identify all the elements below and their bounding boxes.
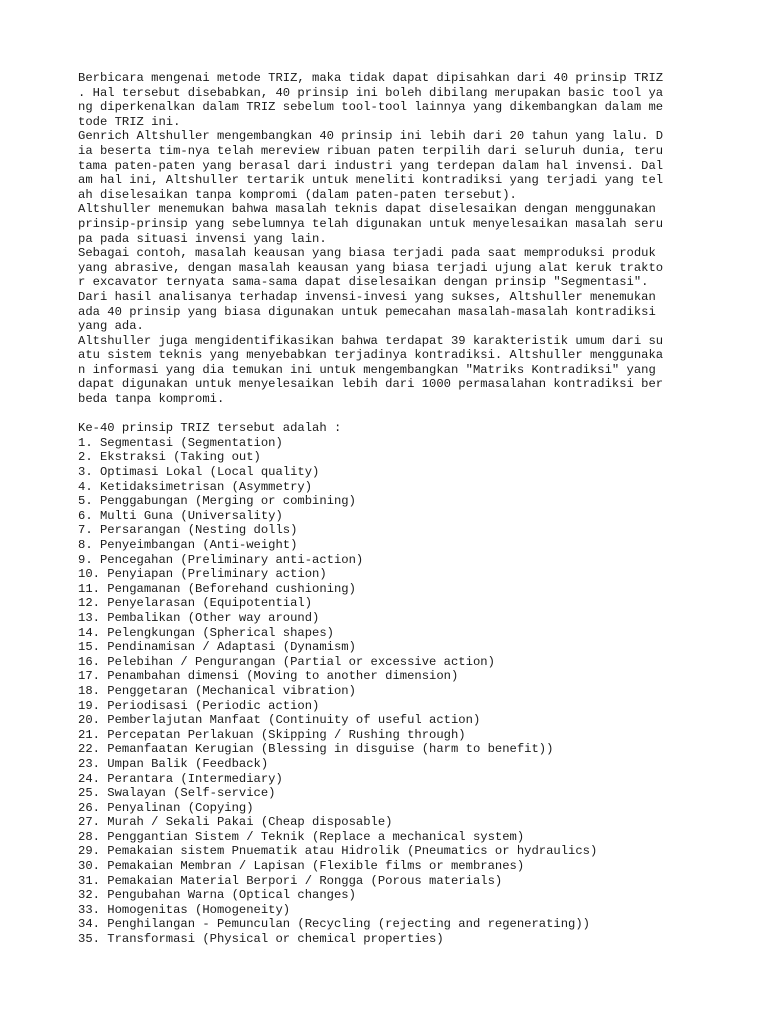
intro-paragraph-1	[78, 71, 728, 129]
list-item: 3. Optimasi Lokal (Local quality)	[78, 465, 320, 480]
list-item: 12. Penyelarasan (Equipotential)	[78, 596, 313, 611]
list-item: 11. Pengamanan (Beforehand cushioning)	[78, 581, 356, 596]
list-item: 1. Segmentasi (Segmentation)	[78, 435, 283, 450]
text-line: am hal ini, Altshuller tertarik untuk meneliti kontradiksi yang terjadi yang tel	[78, 173, 664, 188]
text-line: r excavator ternyata sama-sama dapat diselesaikan dengan prinsip "Segmentasi".	[78, 275, 649, 290]
text-line: n informasi yang dia temukan ini untuk mengembangkan "Matriks Kontradiksi" yang	[78, 362, 656, 377]
text-line: ng diperkenalkan dalam TRIZ sebelum tool-tool lainnya yang dikembangkan dalam me	[78, 100, 664, 115]
text-line: dapat digunakan untuk menyelesaikan lebih dari 1000 permasalahan kontradiksi ber	[78, 377, 664, 392]
list-item: 26. Penyalinan (Copying)	[78, 800, 254, 815]
text-line: . Hal tersebut disebabkan, 40 prinsip ini boleh dibilang merupakan basic tool ya	[78, 85, 664, 100]
list-item: 7. Persarangan (Nesting dolls)	[78, 523, 298, 538]
list-item: 20. Pemberlajutan Manfaat (Continuity of useful action)	[78, 713, 481, 728]
list-item: 13. Pembalikan (Other way around)	[78, 610, 320, 625]
list-item: 19. Periodisasi (Periodic action)	[78, 698, 320, 713]
list-item: 4. Ketidaksimetrisan (Asymmetry)	[78, 479, 313, 494]
text-line: tode TRIZ ini.	[78, 114, 181, 129]
list-item: 32. Pengubahan Warna (Optical changes)	[78, 888, 356, 903]
intro-paragraph-5	[78, 290, 728, 334]
list-item: 24. Perantara (Intermediary)	[78, 771, 283, 786]
text-line: prinsip-prinsip yang sebelumnya telah digunakan untuk menyelesaikan masalah seru	[78, 216, 664, 231]
list-item: 10. Penyiapan (Preliminary action)	[78, 567, 327, 582]
intro-paragraph-4	[78, 246, 728, 290]
text-line: Sebagai contoh, masalah keausan yang biasa terjadi pada saat memproduksi produk	[78, 246, 656, 261]
list-item: 14. Pelengkungan (Spherical shapes)	[78, 625, 334, 640]
list-heading: Ke-40 prinsip TRIZ tersebut adalah :	[78, 421, 342, 436]
text-line: pa pada situasi invensi yang lain.	[78, 231, 327, 246]
list-item: 18. Penggetaran (Mechanical vibration)	[78, 683, 356, 698]
text-line: Dari hasil analisanya terhadap invensi-invesi yang sukses, Altshuller menemukan	[78, 289, 656, 304]
list-item: 21. Percepatan Perlakuan (Skipping / Rushing through)	[78, 727, 466, 742]
text-line: tama paten-paten yang berasal dari industri yang terdepan dalam hal invensi. Dal	[78, 158, 664, 173]
text-line: yang abrasive, dengan masalah keausan yang biasa terjadi ujung alat keruk trakto	[78, 260, 664, 275]
list-item: 23. Umpan Balik (Feedback)	[78, 756, 269, 771]
list-item: 15. Pendinamisan / Adaptasi (Dynamism)	[78, 640, 356, 655]
list-item: 31. Pemakaian Material Berpori / Rongga (Porous materials)	[78, 873, 503, 888]
text-line: ada 40 prinsip yang biasa digunakan untuk pemecahan masalah-masalah kontradiksi	[78, 304, 656, 319]
blank-line	[78, 407, 728, 422]
text-line: beda tanpa kompromi.	[78, 392, 225, 407]
list-item: 28. Penggantian Sistem / Teknik (Replace a mechanical system)	[78, 829, 525, 844]
text-line: yang ada.	[78, 319, 144, 334]
list-item: 27. Murah / Sekali Pakai (Cheap disposable)	[78, 815, 393, 830]
document-page	[78, 71, 728, 947]
list-item: 6. Multi Guna (Universality)	[78, 508, 283, 523]
principles-list	[78, 436, 728, 947]
list-item: 22. Pemanfaatan Kerugian (Blessing in disguise (harm to benefit))	[78, 742, 554, 757]
text-line: ah diselesaikan tanpa kompromi (dalam paten-paten tersebut).	[78, 187, 517, 202]
list-item: 16. Pelebihan / Pengurangan (Partial or excessive action)	[78, 654, 495, 669]
text-line: Genrich Altshuller mengembangkan 40 prinsip ini lebih dari 20 tahun yang lalu. D	[78, 129, 664, 144]
intro-paragraph-6	[78, 334, 728, 407]
list-item: 17. Penambahan dimensi (Moving to another dimension)	[78, 669, 459, 684]
text-line: ia beserta tim-nya telah mereview ribuan paten terpilih dari seluruh dunia, teru	[78, 143, 664, 158]
list-item: 33. Homogenitas (Homogeneity)	[78, 902, 291, 917]
list-item: 9. Pencegahan (Preliminary anti-action)	[78, 552, 364, 567]
list-item: 29. Pemakaian sistem Pnuematik atau Hidrolik (Pneumatics or hydraulics)	[78, 844, 598, 859]
text-line: Berbicara mengenai metode TRIZ, maka tidak dapat dipisahkan dari 40 prinsip TRIZ	[78, 71, 664, 85]
text-line: Altshuller menemukan bahwa masalah teknis dapat diselesaikan dengan menggunakan	[78, 202, 656, 217]
list-item: 2. Ekstraksi (Taking out)	[78, 450, 261, 465]
list-item: 34. Penghilangan - Pemunculan (Recycling (rejecting and regenerating))	[78, 917, 590, 932]
list-item: 5. Penggabungan (Merging or combining)	[78, 494, 356, 509]
intro-paragraph-3	[78, 202, 728, 246]
text-line: atu sistem teknis yang menyebabkan terjadinya kontradiksi. Altshuller menggunaka	[78, 348, 664, 363]
list-item: 30. Pemakaian Membran / Lapisan (Flexible films or membranes)	[78, 859, 525, 874]
intro-paragraph-2	[78, 129, 728, 202]
list-item: 25. Swalayan (Self-service)	[78, 786, 276, 801]
list-item: 35. Transformasi (Physical or chemical properties)	[78, 932, 444, 947]
list-item: 8. Penyeimbangan (Anti-weight)	[78, 538, 298, 552]
text-line: Altshuller juga mengidentifikasikan bahwa terdapat 39 karakteristik umum dari su	[78, 333, 664, 348]
